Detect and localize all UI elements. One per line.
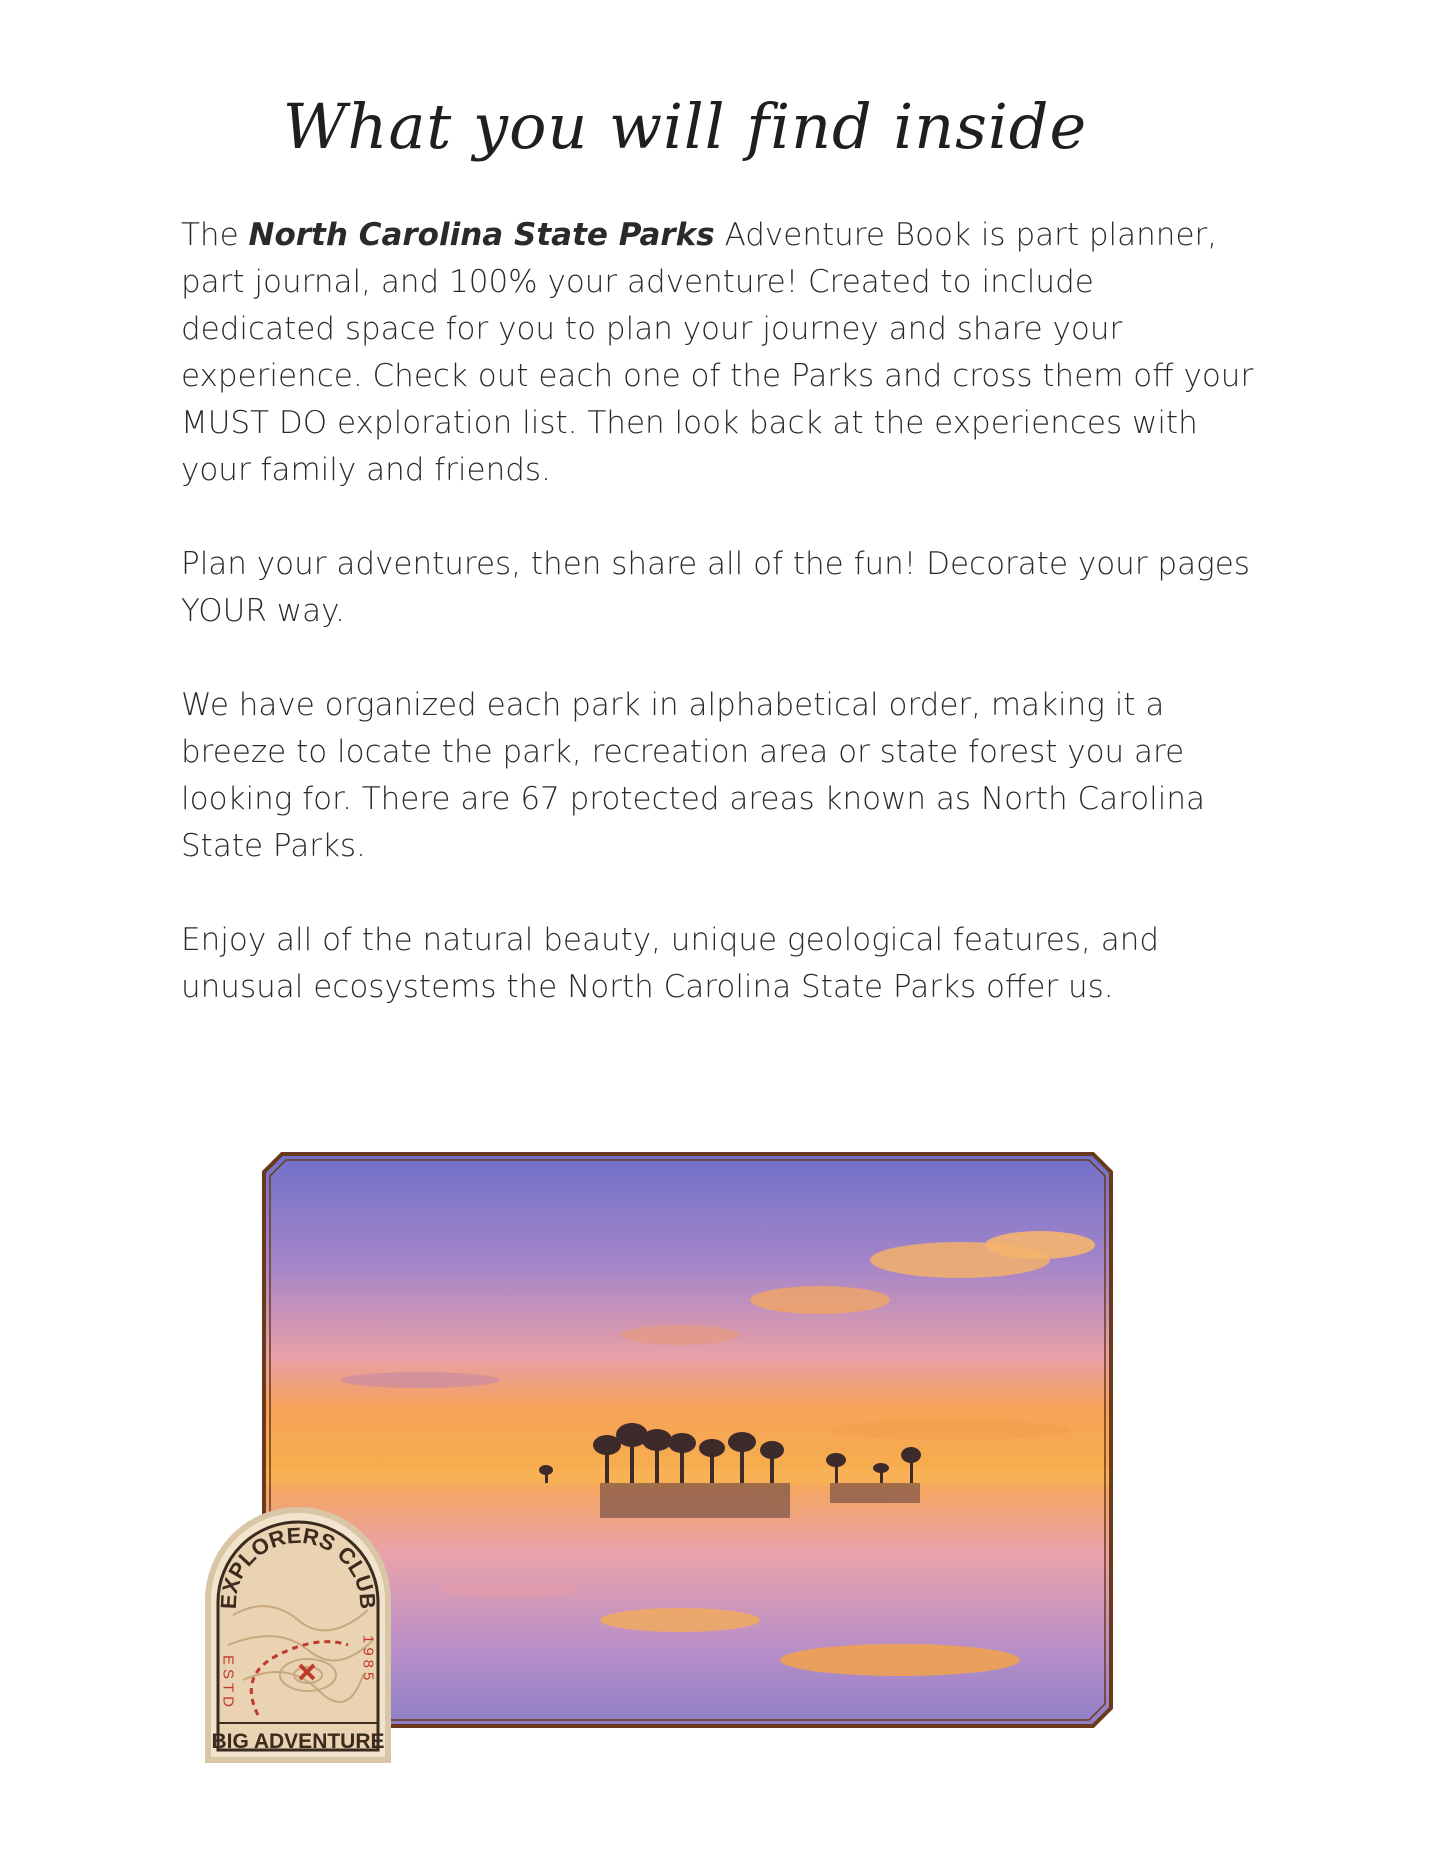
explorers-club-badge xyxy=(198,1505,398,1770)
badge-top-text: EXPLORERS CLUB xyxy=(215,1522,381,1610)
badge-bottom-text: BIG ADVENTURE xyxy=(211,1730,385,1753)
paragraph-1-text: Adventure Book is part planner, part journal, and 100% your adventure! Created to include dedicated space for you to plan your journey and share your experience. Check out each one of the Parks and cross them off your MUST DO exploration list. Then look back at the experiences with your family and friends. xyxy=(181,217,1254,488)
paragraph-1 xyxy=(181,212,1256,494)
page-title: What you will find inside xyxy=(282,90,1088,163)
paragraph-1-lead: The xyxy=(181,217,249,253)
paragraph-4: Enjoy all of the natural beauty, unique geological features, and unusual ecosystems the North Carolina State Parks offer us. xyxy=(181,922,1160,1005)
intro-text xyxy=(181,212,1256,1058)
book-name: North Carolina State Parks xyxy=(248,217,715,253)
badge-left-text: ESTD xyxy=(219,1655,237,1712)
paragraph-2: Plan your adventures, then share all of the fun! Decorate your pages YOUR way. xyxy=(181,546,1250,629)
badge-right-text: 1985 xyxy=(359,1635,377,1685)
paragraph-3: We have organized each park in alphabetical order, making it a breeze to locate the park, recreation area or state forest you are looking for. There are 67 protected areas known as North Carolina State Parks. xyxy=(181,687,1206,864)
